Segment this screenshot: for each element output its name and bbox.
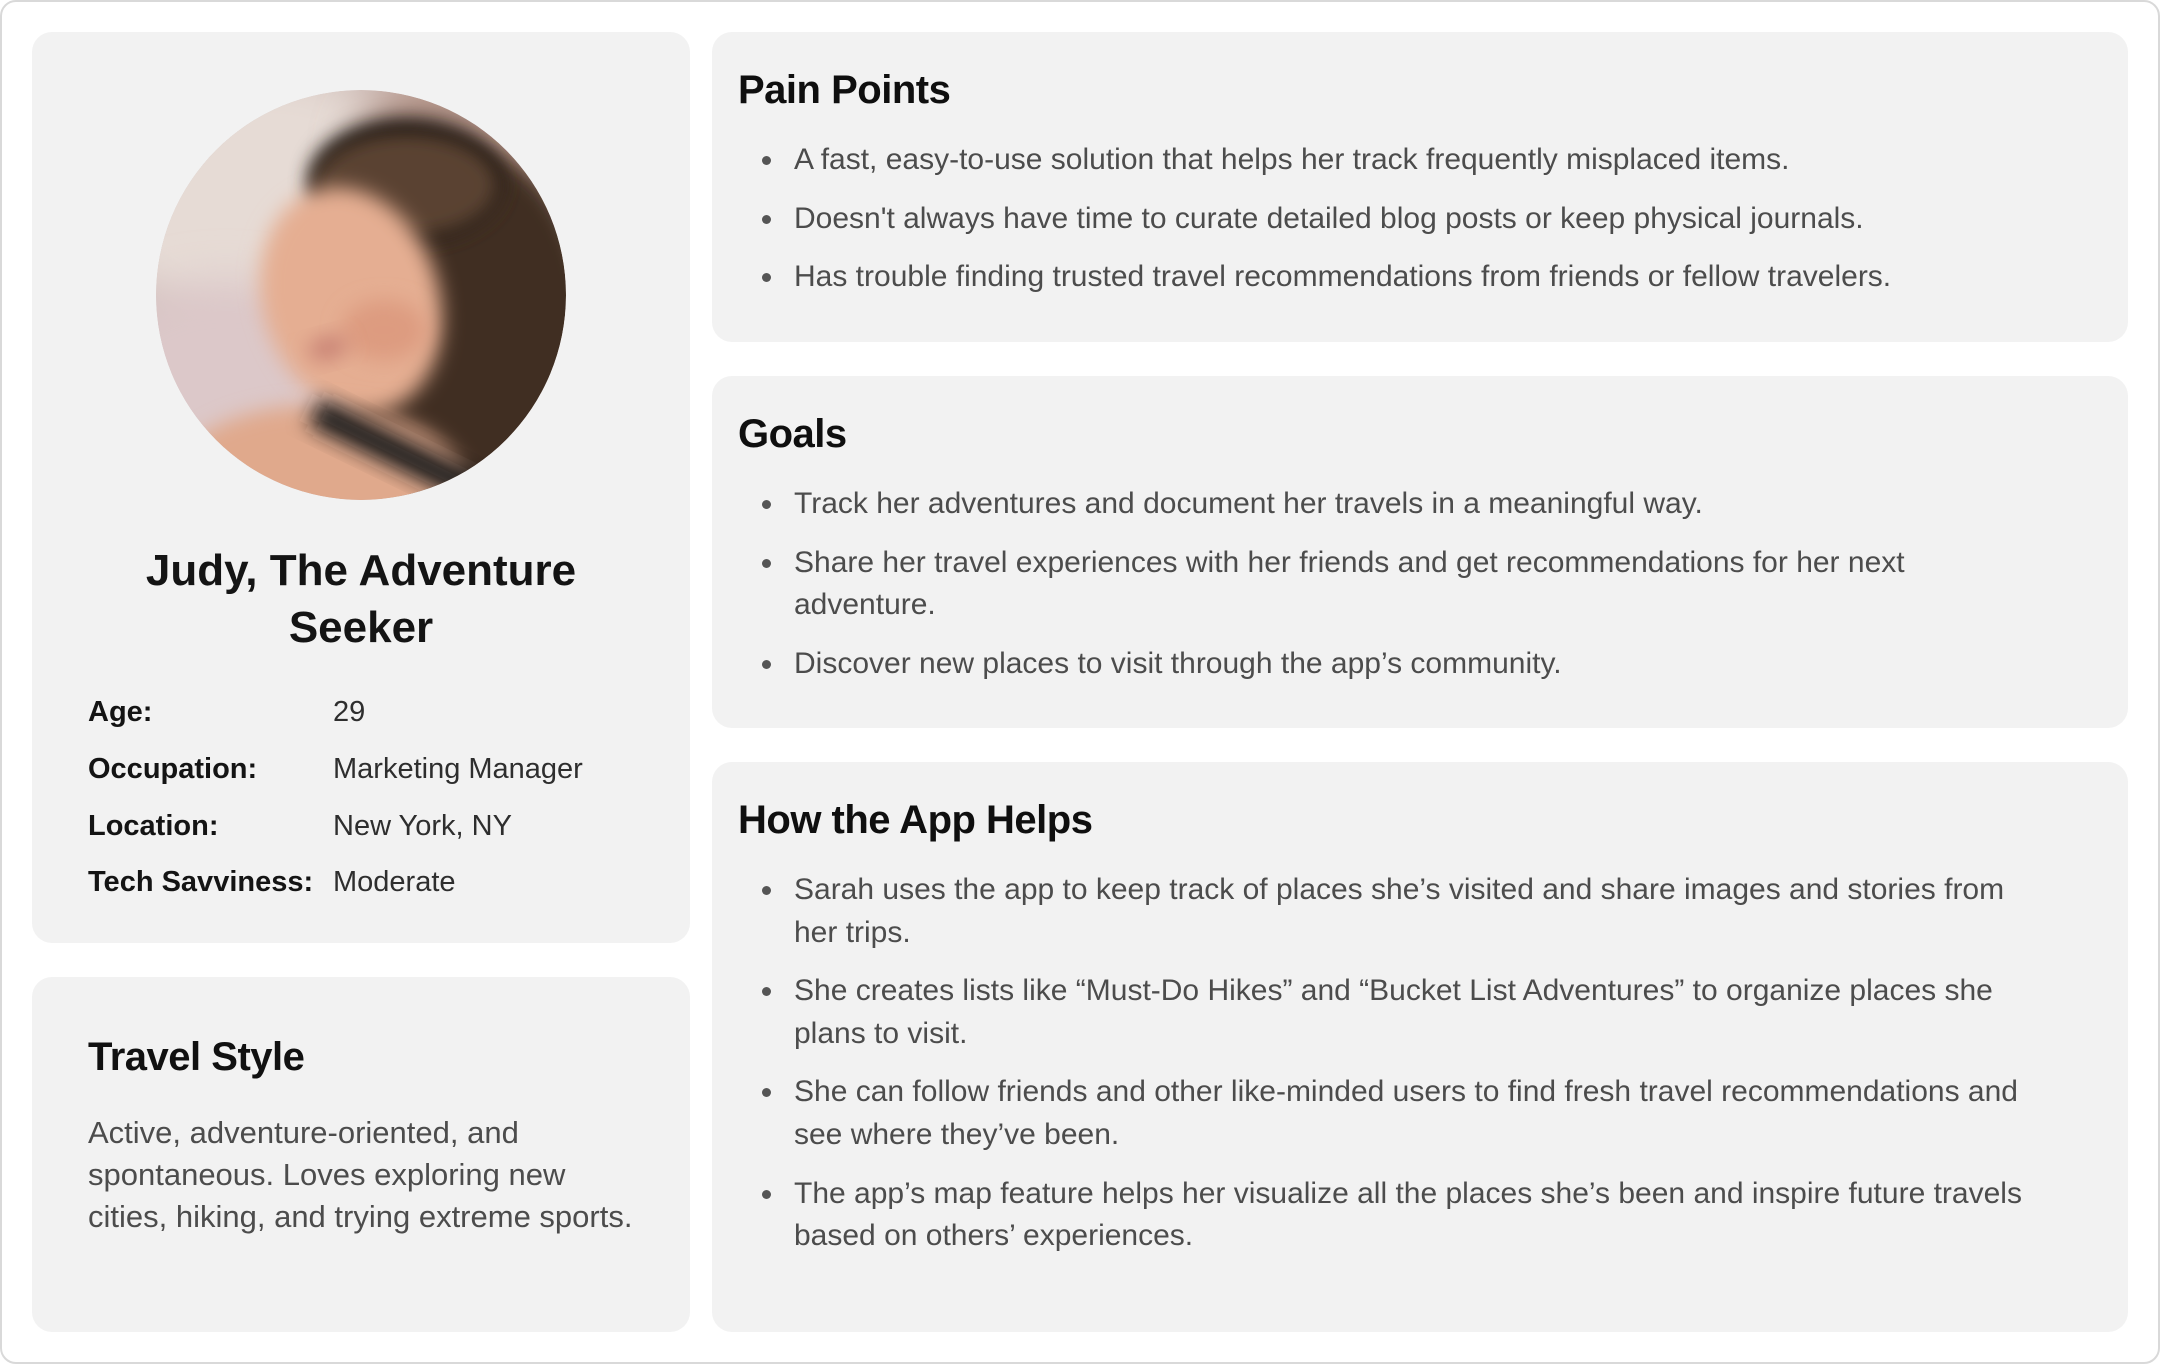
attribute-label: Occupation: <box>88 752 258 785</box>
persona-name: Judy, The Adventure Seeker <box>145 546 577 653</box>
how-app-helps-title: How the App Helps <box>738 798 1093 842</box>
attribute-row-location <box>88 806 634 847</box>
attribute-row-tech-savviness <box>88 862 634 903</box>
pain-point-item: • A fast, easy-to-use solution that helps her track frequently misplaced items. <box>786 139 2048 182</box>
travel-style-title: Travel Style <box>88 1035 305 1079</box>
attribute-value: New York, NY <box>333 809 512 842</box>
goal-item: • Share her travel experiences with her friends and get recommendations for her next adventure. <box>786 542 2048 627</box>
goal-item: • Discover new places to visit through the app’s community. <box>786 643 2048 686</box>
how-app-helps-item: • She can follow friends and other like-minded users to find fresh travel recommendations and see where they’ve been. <box>786 1071 2048 1156</box>
attribute-label: Age: <box>88 696 153 729</box>
how-app-helps-card <box>712 762 2128 1332</box>
attribute-label: Tech Savviness: <box>88 866 314 899</box>
goal-item: • Track her adventures and document her travels in a meaningful way. <box>786 483 2048 526</box>
how-app-helps-item: • She creates lists like “Must-Do Hikes” and “Bucket List Adventures” to organize places she plans to visit. <box>786 970 2048 1055</box>
goals-card <box>712 376 2128 728</box>
how-app-helps-item: • Sarah uses the app to keep track of places she’s visited and share images and stories from her trips. <box>786 869 2048 954</box>
pain-point-item: • Has trouble finding trusted travel recommendations from friends or fellow travelers. <box>786 256 2048 299</box>
left-column <box>32 32 690 1332</box>
attribute-value: Moderate <box>333 866 456 899</box>
how-app-helps-item: • The app’s map feature helps her visualize all the places she’s been and inspire future travels based on others’ experiences. <box>786 1173 2048 1258</box>
travel-style-card <box>32 977 690 1332</box>
profile-photo <box>156 90 566 500</box>
attribute-list <box>88 692 634 918</box>
attribute-row-age <box>88 692 634 733</box>
travel-style-description: Active, adventure-oriented, and spontaneous. Loves exploring new cities, hiking, and trying extreme sports. <box>88 1115 633 1235</box>
attribute-row-occupation <box>88 749 634 790</box>
goals-title: Goals <box>738 412 847 456</box>
how-app-helps-list <box>738 869 2048 1258</box>
attribute-value: 29 <box>333 696 366 729</box>
right-column <box>712 32 2128 1332</box>
attribute-value: Marketing Manager <box>333 752 583 785</box>
pain-points-title: Pain Points <box>738 68 951 112</box>
pain-points-list <box>738 139 2048 299</box>
profile-card <box>32 32 690 943</box>
pain-point-item: • Doesn't always have time to curate detailed blog posts or keep physical journals. <box>786 198 2048 241</box>
goals-list <box>738 483 2048 685</box>
attribute-label: Location: <box>88 809 219 842</box>
pain-points-card <box>712 32 2128 342</box>
